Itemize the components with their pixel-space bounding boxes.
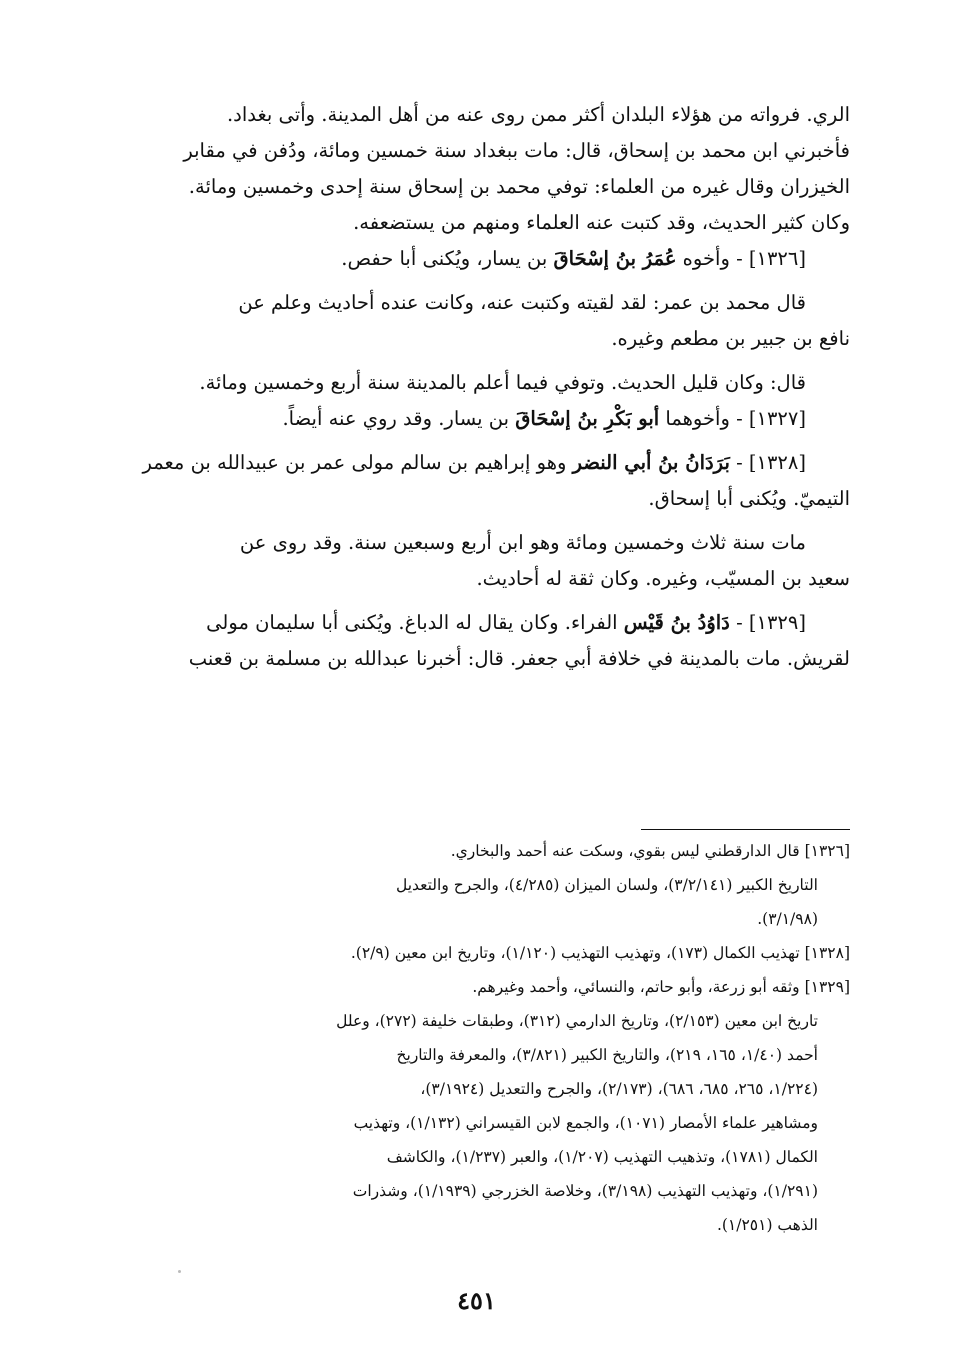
entry-dash: - (729, 407, 749, 430)
text-line: فأخبرني ابن محمد بن إسحاق، قال: مات ببغداد سنة خمسين ومائة، ودُفن في مقابر (183, 139, 850, 162)
footnote-line: [١٣٢٦] قال الدارقطني ليس بقوي، وسكت عنه أحمد والبخاري. (450, 842, 850, 860)
entry-1328 (104, 445, 850, 481)
text-line: نافع بن جبير بن مطعم وغيره. (611, 327, 850, 350)
text-line: سعيد بن المسيّب، وغيره. وكان ثقة له أحاديث. (476, 567, 850, 590)
footnote-line: ومشاهير علماء الأمصار (١٠٧١)، والجمع لابن القيسراني (١/١٣٢)، وتهذيب (353, 1114, 818, 1132)
entry-rest: بن يسار. وقد روي عنه أيضاً. (282, 407, 516, 430)
text-line: الخيزران وقال غيره من العلماء: توفي محمد بن إسحاق سنة إحدى وخمسين ومائة. (188, 175, 850, 198)
entry-dash: - (729, 611, 749, 634)
footnotes (104, 834, 850, 1242)
entry-name: عُمَرُ بنُ إسْحَاقَ (553, 247, 677, 270)
entry-1329 (104, 605, 850, 641)
entry-name: أبو بَكْرِ بنُ إسْحَاقَ (515, 407, 660, 430)
text-line: لقريش. مات بالمدينة في خلافة أبي جعفر. قال: أخبرنا عبدالله بن مسلمة بن قعنب (188, 647, 850, 670)
footnote-line: أحمد (١/٤٠، ١٦٥، ٢١٩)، والتاريخ الكبير (٣/٨٢١)، والمعرفة والتاريخ (396, 1046, 818, 1064)
main-text (104, 97, 850, 677)
entry-rest: وهو إبراهيم بن سالم مولى عمر بن عبيدالله بن معمر (142, 451, 573, 474)
entry-number: [١٣٢٨] (748, 451, 806, 474)
entry-number: [١٣٢٦] (748, 247, 806, 270)
entry-prefix: وأخوه (676, 247, 730, 270)
entry-rest: الفراء. وكان يقال له الدباغ. ويُكنى أبا سليمان مولى (206, 611, 624, 634)
footnote-line: [١٣٢٨] تهذيب الكمال (١٧٣)، وتهذيب التهذيب (١/١٢٠)، وتاريخ ابن معين (٢/٩). (350, 944, 850, 962)
entry-dash: - (729, 247, 749, 270)
entry-rest: بن يسار، ويُكنى أبا حفص. (341, 247, 554, 270)
entry-1327 (104, 401, 850, 437)
text-line: وكان كثير الحديث، وقد كتبت عنه العلماء ومنهم من يستضعفه. (353, 211, 850, 234)
page-number: ٤٥١ (457, 1286, 496, 1315)
text-line: الري. فرواته من هؤلاء البلدان أكثر ممن روى عنه من أهل المدينة. وأتى بغداد. (226, 103, 850, 126)
entry-number: [١٣٢٧] (748, 407, 806, 430)
scan-speck (178, 1270, 181, 1273)
footnote-rule (641, 829, 850, 830)
footnote-line: [١٣٢٩] وثقه أبو زرعة، وأبو حاتم، والنسائي، وأحمد وغيرهم. (472, 978, 850, 996)
entry-dash: - (729, 451, 749, 474)
footnote-line: التاريخ الكبير (٣/٢/١٤١)، ولسان الميزان (٤/٢٨٥)، والجرح والتعديل (395, 876, 818, 894)
footnote-line: الذهب (١/٢٥١). (716, 1216, 818, 1234)
footnote-line: الكمال (١٧٨١)، وتذهيب التهذيب (١/٢٠٧)، والعبر (١/٢٣٧)، والكاشف (386, 1148, 818, 1166)
text-line: مات سنة ثلاث وخمسين ومائة وهو ابن أربع وسبعين سنة. وقد روى عن (239, 531, 806, 554)
text-line: التيميّ. ويُكنى أبا إسحاق. (648, 487, 850, 510)
entry-number: [١٣٢٩] (748, 611, 806, 634)
footnote-line: (٣/١/٩٨). (757, 910, 818, 928)
footnote-line: تاريخ ابن معين (٢/١٥٣)، وتاريخ الدارمي (٣١٢)، وطبقات خليفة (٢٧٢)، وعلل (336, 1012, 818, 1030)
entry-name: دَاوُدُ بنُ قَيْس (623, 611, 730, 634)
text-line: قال: وكان قليل الحديث. وتوفي فيما أعلم بالمدينة سنة أربع وخمسين ومائة. (199, 371, 806, 394)
entry-prefix: وأخوهما (659, 407, 730, 430)
entry-name: بَرَدَانُ بنُ أبي النضر (572, 451, 730, 474)
entry-1326 (104, 241, 850, 277)
footnote-line: (١/٢٢٤، ٢٦٥، ٦٨٥، ٦٨٦)، (٢/١٧٣)، والجرح والتعديل (٣/١٩٢٤)، (420, 1080, 818, 1098)
text-line: قال محمد بن عمر: لقد لقيته وكتبت عنه، وكانت عنده أحاديث وعلم عن (238, 291, 806, 314)
footnote-line: (١/٢٩١)، وتهذيب التهذيب (٣/١٩٨)، وخلاصة الخزرجي (١/١٩٣٩)، وشذرات (352, 1182, 818, 1200)
